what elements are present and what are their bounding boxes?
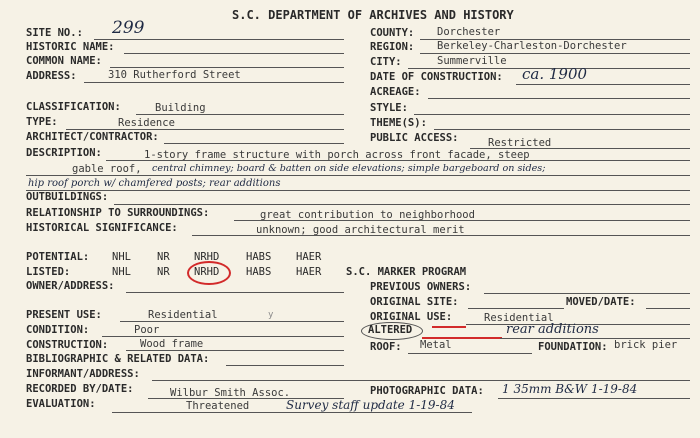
condition-value: Poor xyxy=(134,324,160,336)
altered-note: rear additions xyxy=(506,322,599,337)
sc-marker-program-label: S.C. MARKER PROGRAM xyxy=(346,266,467,278)
public-access-value: Restricted xyxy=(488,137,552,149)
photographic-data-value: 1 35mm B&W 1-19-84 xyxy=(502,382,638,396)
present-use-mark: y xyxy=(268,310,274,320)
informant-line xyxy=(152,380,690,381)
address-line xyxy=(84,82,344,83)
architect-line xyxy=(164,143,344,144)
county-value: Dorchester xyxy=(437,26,501,38)
classification-value: Building xyxy=(155,102,206,114)
relationship-value: great contribution to neighborhood xyxy=(260,209,475,221)
themes-line xyxy=(434,129,690,130)
style-label: STYLE: xyxy=(370,102,408,114)
recorded-by-label: RECORDED BY/DATE: xyxy=(26,383,134,395)
outbuildings-line xyxy=(114,204,690,205)
type-line xyxy=(66,129,344,130)
county-label: COUNTY: xyxy=(370,27,415,39)
construction-value: Wood frame xyxy=(140,338,204,350)
type-value: Residence xyxy=(118,117,175,129)
construction-line xyxy=(126,350,344,351)
potential-nr: NR xyxy=(157,251,170,263)
listed-habs: HABS xyxy=(246,266,272,278)
region-value: Berkeley-Charleston-Dorchester xyxy=(437,40,627,52)
foundation-value: brick pier xyxy=(614,339,678,351)
listed-label: LISTED: xyxy=(26,266,71,278)
informant-label: INFORMANT/ADDRESS: xyxy=(26,368,140,380)
construction-label: CONSTRUCTION: xyxy=(26,339,109,351)
description-line-2-hand: central chimney; board & batten on side elevations; simple bargeboard on sides; xyxy=(152,163,546,174)
potential-label: POTENTIAL: xyxy=(26,251,90,263)
evaluation-line xyxy=(112,412,472,413)
evaluation-label: EVALUATION: xyxy=(26,398,96,410)
previous-owners-line xyxy=(484,293,690,294)
owner-address-line xyxy=(126,292,344,293)
listed-nrhd-circle-mark xyxy=(187,261,231,285)
evaluation-note: Survey staff update 1-19-84 xyxy=(286,398,455,412)
bibliographic-label: BIBLIOGRAPHIC & RELATED DATA: xyxy=(26,353,210,365)
relationship-line xyxy=(234,220,690,221)
region-label: REGION: xyxy=(370,41,415,53)
outbuildings-label: OUTBUILDINGS: xyxy=(26,191,109,203)
listed-nhl: NHL xyxy=(112,266,131,278)
acreage-label: ACREAGE: xyxy=(370,86,421,98)
potential-nhl: NHL xyxy=(112,251,131,263)
description-label: DESCRIPTION: xyxy=(26,147,102,159)
historical-significance-line xyxy=(192,235,690,236)
acreage-line xyxy=(428,98,690,99)
roof-label: ROOF: xyxy=(370,341,402,353)
common-name-label: COMMON NAME: xyxy=(26,55,102,67)
architect-label: ARCHITECT/CONTRACTOR: xyxy=(26,131,159,143)
original-site-label: ORIGINAL SITE: xyxy=(370,296,459,308)
date-of-construction-label: DATE OF CONSTRUCTION: xyxy=(370,71,503,83)
address-value: 310 Rutherford Street xyxy=(108,69,241,81)
style-line xyxy=(414,114,690,115)
evaluation-value: Threatened xyxy=(186,400,250,412)
bibliographic-line xyxy=(226,365,344,366)
site-no-value: 299 xyxy=(112,18,145,38)
original-site-line xyxy=(468,308,564,309)
description-rule-1 xyxy=(106,160,690,161)
foundation-label: FOUNDATION: xyxy=(538,341,608,353)
original-use-value: Residential xyxy=(484,312,554,324)
site-no-label: SITE NO.: xyxy=(26,27,83,39)
public-access-label: PUBLIC ACCESS: xyxy=(370,132,459,144)
description-rule-2 xyxy=(26,175,690,176)
historical-significance-value: unknown; good architectural merit xyxy=(256,224,465,236)
potential-haer: HAER xyxy=(296,251,322,263)
listed-nr: NR xyxy=(157,266,170,278)
original-use-red-underline xyxy=(432,326,466,328)
present-use-label: PRESENT USE: xyxy=(26,309,102,321)
original-use-label: ORIGINAL USE: xyxy=(370,311,453,323)
classification-label: CLASSIFICATION: xyxy=(26,101,121,113)
condition-line xyxy=(102,336,344,337)
owner-address-label: OWNER/ADDRESS: xyxy=(26,280,115,292)
present-use-line xyxy=(120,321,344,322)
classification-line xyxy=(136,114,344,115)
listed-haer: HAER xyxy=(296,266,322,278)
card-title: S.C. DEPARTMENT OF ARCHIVES AND HISTORY xyxy=(232,8,514,22)
themes-label: THEME(S): xyxy=(370,117,427,129)
altered-label: ALTERED xyxy=(368,324,413,336)
previous-owners-label: PREVIOUS OWNERS: xyxy=(370,281,472,293)
common-name-line xyxy=(110,67,344,68)
relationship-label: RELATIONSHIP TO SURROUNDINGS: xyxy=(26,207,210,219)
condition-label: CONDITION: xyxy=(26,324,90,336)
photographic-data-line xyxy=(498,398,690,399)
recorded-by-value: Wilbur Smith Assoc. xyxy=(170,387,291,399)
description-line-1: 1-story frame structure with porch across front facade, steep xyxy=(144,149,530,161)
description-rule-3 xyxy=(26,190,690,191)
historic-name-line xyxy=(124,53,344,54)
photographic-data-label: PHOTOGRAPHIC DATA: xyxy=(370,385,484,397)
city-label: CITY: xyxy=(370,56,402,68)
date-of-construction-value: ca. 1900 xyxy=(522,65,588,83)
moved-date-label: MOVED/DATE: xyxy=(566,296,636,308)
city-value: Summerville xyxy=(437,55,507,67)
site-no-line xyxy=(94,39,344,40)
region-line xyxy=(420,53,690,54)
listed-nrhd: NRHD xyxy=(194,266,220,278)
historic-name-label: HISTORIC NAME: xyxy=(26,41,115,53)
roof-line xyxy=(408,353,532,354)
description-line-3-hand: hip roof porch w/ chamfered posts; rear additions xyxy=(28,178,281,189)
roof-value: Metal xyxy=(420,339,452,351)
description-line-2-typed: gable roof, xyxy=(72,163,142,175)
address-label: ADDRESS: xyxy=(26,70,77,82)
historical-significance-label: HISTORICAL SIGNIFICANCE: xyxy=(26,222,178,234)
date-of-construction-line xyxy=(516,84,690,85)
present-use-value: Residential xyxy=(148,309,218,321)
potential-habs: HABS xyxy=(246,251,272,263)
type-label: TYPE: xyxy=(26,116,58,128)
potential-nrhd: NRHD xyxy=(194,251,220,263)
moved-date-line xyxy=(646,308,690,309)
